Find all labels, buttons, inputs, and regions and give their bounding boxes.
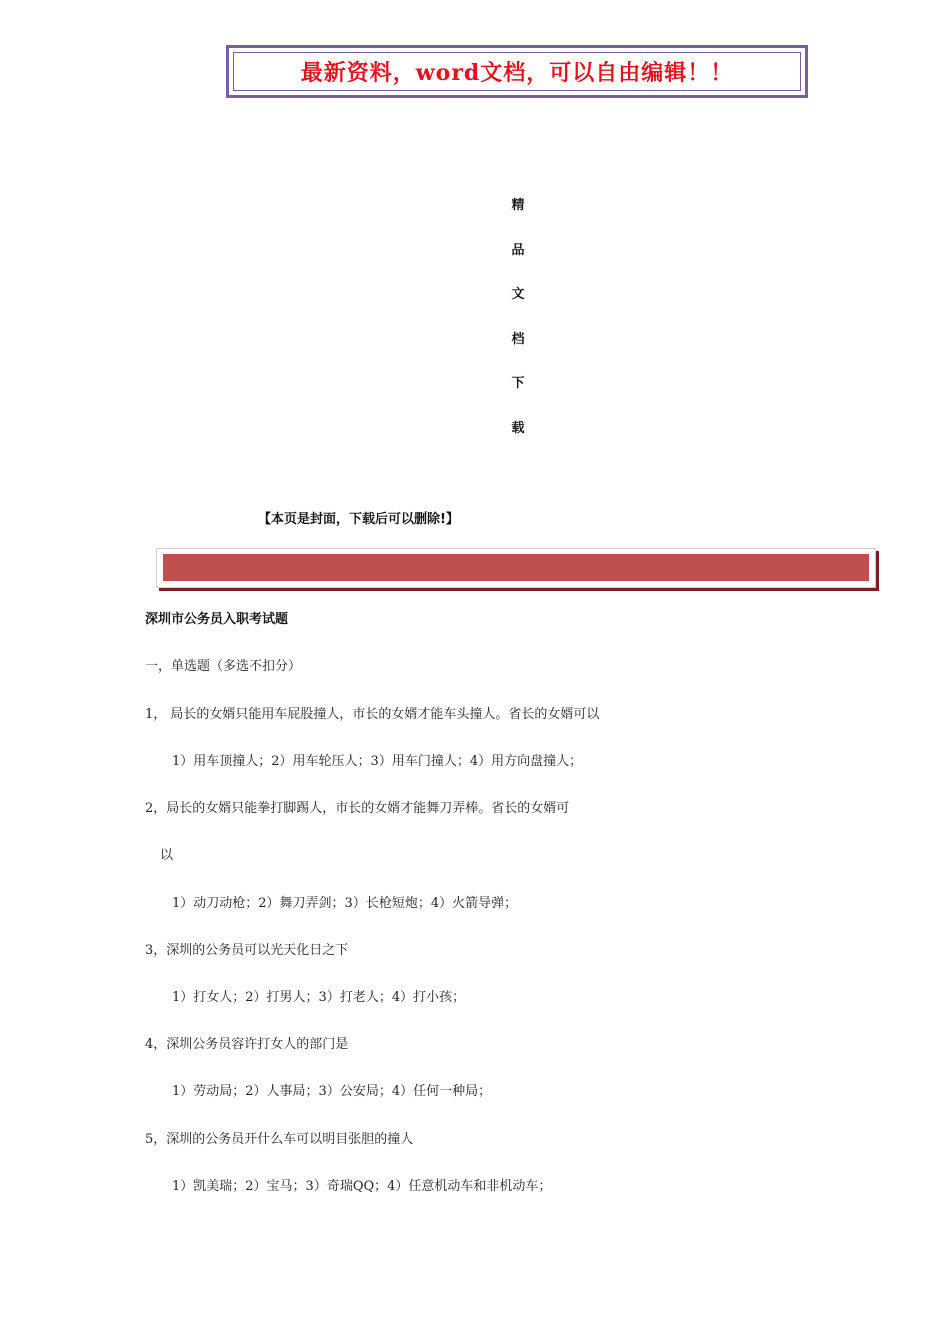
answer-options-line: 1）动刀动枪；2）舞刀弄剑；3）长枪短炮；4）火箭导弹； xyxy=(172,896,518,911)
question-line-continuation: 以 xyxy=(160,848,174,863)
answer-options-line: 1）劳动局；2）人事局；3）公安局；4）任何一种局； xyxy=(172,1084,492,1099)
question-line: 2，局长的女婿只能拳打脚踢人，市长的女婿才能舞刀弄棒。省长的女婿可 xyxy=(145,801,570,816)
answer-options-line: 1）打女人；2）打男人；3）打老人；4）打小孩； xyxy=(172,990,466,1005)
promo-banner xyxy=(226,45,808,98)
cover-vertical-char: 下 xyxy=(511,376,525,392)
question-line: 1， 局长的女婿只能用车屁股撞人，市长的女婿才能车头撞人。省长的女婿可以 xyxy=(145,707,600,722)
cover-vertical-char: 精 xyxy=(511,198,525,213)
cover-delete-note: 【本页是封面，下载后可以删除!】 xyxy=(258,512,459,527)
cover-vertical-char: 文 xyxy=(511,287,525,303)
question-line: 4，深圳公务员容许打女人的部门是 xyxy=(145,1037,349,1052)
cover-vertical-char: 档 xyxy=(511,331,525,347)
document-title: 深圳市公务员入职考试题 xyxy=(145,612,289,627)
section-heading: 一，单选题（多选不扣分） xyxy=(145,659,302,674)
promo-banner-text: 最新资料，word文档，可以自由编辑！！ xyxy=(300,60,734,86)
question-line: 3，深圳的公务员可以光天化日之下 xyxy=(145,943,349,958)
red-divider-bar xyxy=(163,554,869,581)
answer-options-line: 1）凯美瑞；2）宝马；3）奇瑞QQ；4）任意机动车和非机动车； xyxy=(172,1179,552,1194)
answer-options-line: 1）用车顶撞人；2）用车轮压人；3）用车门撞人；4）用方向盘撞人； xyxy=(172,754,583,769)
divider-frame xyxy=(156,548,876,588)
cover-vertical-title xyxy=(508,196,528,464)
question-line: 5，深圳的公务员开什么车可以明目张胆的撞人 xyxy=(145,1132,414,1147)
promo-banner-inner-border xyxy=(233,52,801,91)
cover-vertical-char: 品 xyxy=(511,242,525,258)
cover-vertical-char: 载 xyxy=(511,420,525,436)
